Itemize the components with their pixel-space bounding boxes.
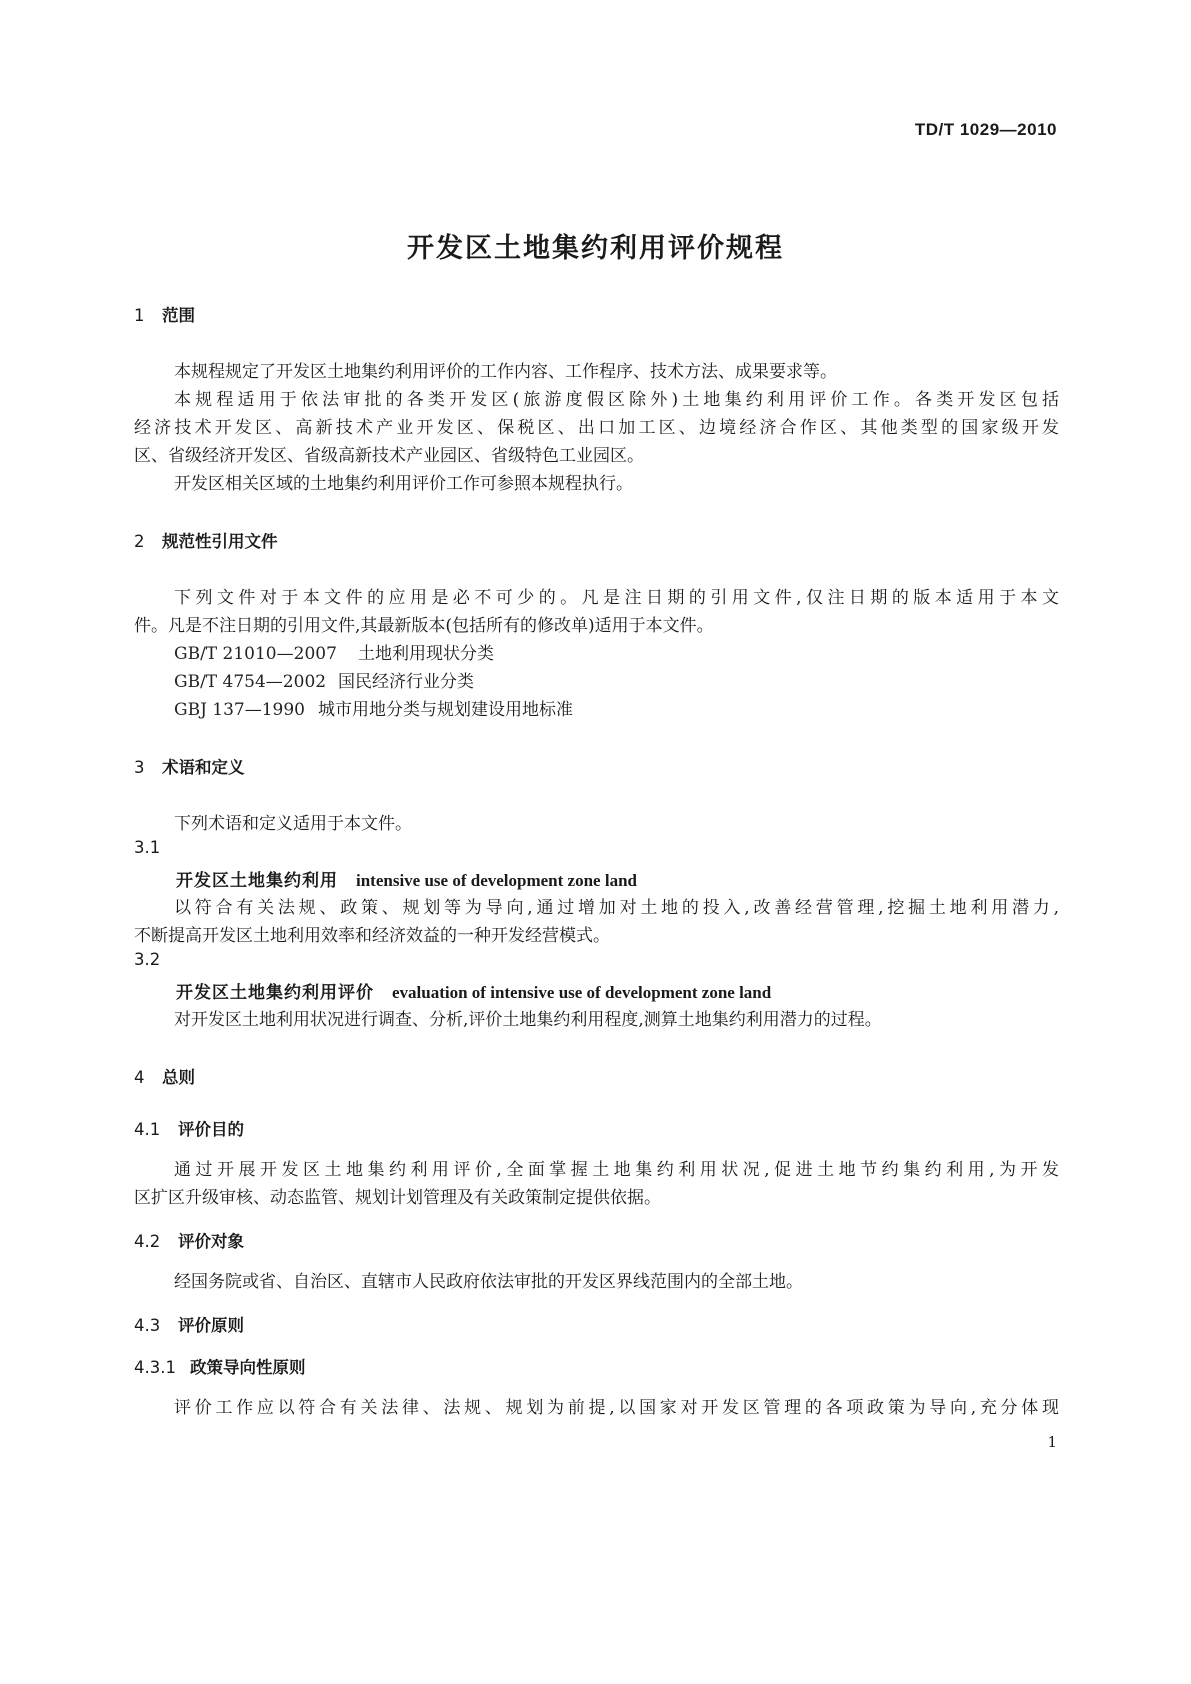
term-chinese: 开发区土地集约利用评价	[176, 983, 374, 1003]
term-entry	[176, 978, 771, 1003]
paragraph-line: 经济技术开发区、高新技术产业开发区、保税区、出口加工区、边境经济合作区、其他类型的国家级开发	[134, 418, 1059, 438]
term-definition-line: 对开发区土地利用状况进行调查、分析,评价土地集约利用程度,测算土地集约利用潜力的过程。	[174, 1010, 882, 1030]
reference-title: 城市用地分类与规划建设用地标准	[318, 700, 573, 720]
subsection-4-2-heading	[134, 1228, 244, 1252]
subsection-4-3-heading	[134, 1312, 244, 1336]
paragraph-line: 下列文件对于本文件的应用是必不可少的。凡是注日期的引用文件,仅注日期的版本适用于本文	[174, 588, 1059, 608]
paragraph: 经国务院或省、自治区、直辖市人民政府依法审批的开发区界线范围内的全部土地。	[174, 1272, 803, 1292]
section-3-heading	[134, 754, 245, 778]
page-number: 1	[1047, 1433, 1057, 1451]
section-number: 1	[134, 306, 145, 325]
paragraph-line: 区、省级经济开发区、省级高新技术产业园区、省级特色工业园区。	[134, 446, 644, 466]
subsection-number: 4.1	[134, 1120, 161, 1139]
section-number: 3	[134, 758, 145, 777]
section-title: 术语和定义	[162, 758, 245, 777]
term-entry	[176, 866, 637, 891]
paragraph-line: 通过开展开发区土地集约利用评价,全面掌握土地集约利用状况,促进土地节约集约利用,为开发	[174, 1160, 1059, 1180]
paragraph-line: 评价工作应以符合有关法律、法规、规划为前提,以国家对开发区管理的各项政策为导向,充分体现	[174, 1398, 1059, 1418]
subsection-title: 政策导向性原则	[190, 1358, 306, 1377]
paragraph: 开发区相关区域的土地集约利用评价工作可参照本规程执行。	[174, 474, 633, 494]
term-english: evaluation of intensive use of development zone land	[392, 983, 772, 1002]
subsection-title: 评价对象	[178, 1232, 244, 1251]
paragraph-line: 区扩区升级审核、动态监管、规划计划管理及有关政策制定提供依据。	[134, 1188, 661, 1208]
reference-code: GB/T 21010—2007	[174, 644, 337, 664]
paragraph-line: 本规程适用于依法审批的各类开发区(旅游度假区除外)土地集约利用评价工作。各类开发区包括	[174, 390, 1059, 410]
subsection-title: 评价目的	[178, 1120, 244, 1139]
section-2-heading	[134, 528, 278, 552]
reference-item	[174, 640, 494, 668]
subsection-number: 4.3	[134, 1316, 161, 1335]
reference-title: 土地利用现状分类	[358, 644, 494, 664]
section-title: 范围	[162, 306, 195, 325]
paragraph-line: 件。凡是不注日期的引用文件,其最新版本(包括所有的修改单)适用于本文件。	[134, 616, 714, 636]
term-definition-line: 不断提高开发区土地利用效率和经济效益的一种开发经营模式。	[134, 926, 610, 946]
standard-code: TD/T 1029—2010	[914, 120, 1057, 139]
subsection-4-1-heading	[134, 1116, 244, 1140]
reference-item	[174, 696, 573, 724]
term-english: intensive use of development zone land	[356, 871, 637, 890]
reference-code: GB/T 4754—2002	[174, 672, 327, 692]
term-chinese: 开发区土地集约利用	[176, 871, 338, 891]
section-title: 总则	[162, 1068, 195, 1087]
document-title: 开发区土地集约利用评价规程	[407, 233, 784, 264]
subsection-title: 评价原则	[178, 1316, 244, 1335]
reference-item	[174, 668, 474, 696]
subsection-number: 4.2	[134, 1232, 161, 1251]
section-4-heading	[134, 1064, 195, 1088]
reference-code: GBJ 137—1990	[174, 700, 306, 720]
term-number: 3.1	[134, 838, 161, 857]
subsection-4-3-1-heading	[134, 1354, 306, 1378]
reference-title: 国民经济行业分类	[338, 672, 474, 692]
term-definition-line: 以符合有关法规、政策、规划等为导向,通过增加对土地的投入,改善经营管理,挖掘土地利用潜力,	[174, 898, 1059, 918]
section-1-heading	[134, 302, 195, 326]
section-number: 4	[134, 1068, 145, 1087]
section-title: 规范性引用文件	[162, 532, 278, 551]
paragraph: 本规程规定了开发区土地集约利用评价的工作内容、工作程序、技术方法、成果要求等。	[174, 362, 837, 382]
section-number: 2	[134, 532, 145, 551]
paragraph: 下列术语和定义适用于本文件。	[174, 814, 412, 834]
term-number: 3.2	[134, 950, 161, 969]
subsection-number: 4.3.1	[134, 1358, 176, 1377]
